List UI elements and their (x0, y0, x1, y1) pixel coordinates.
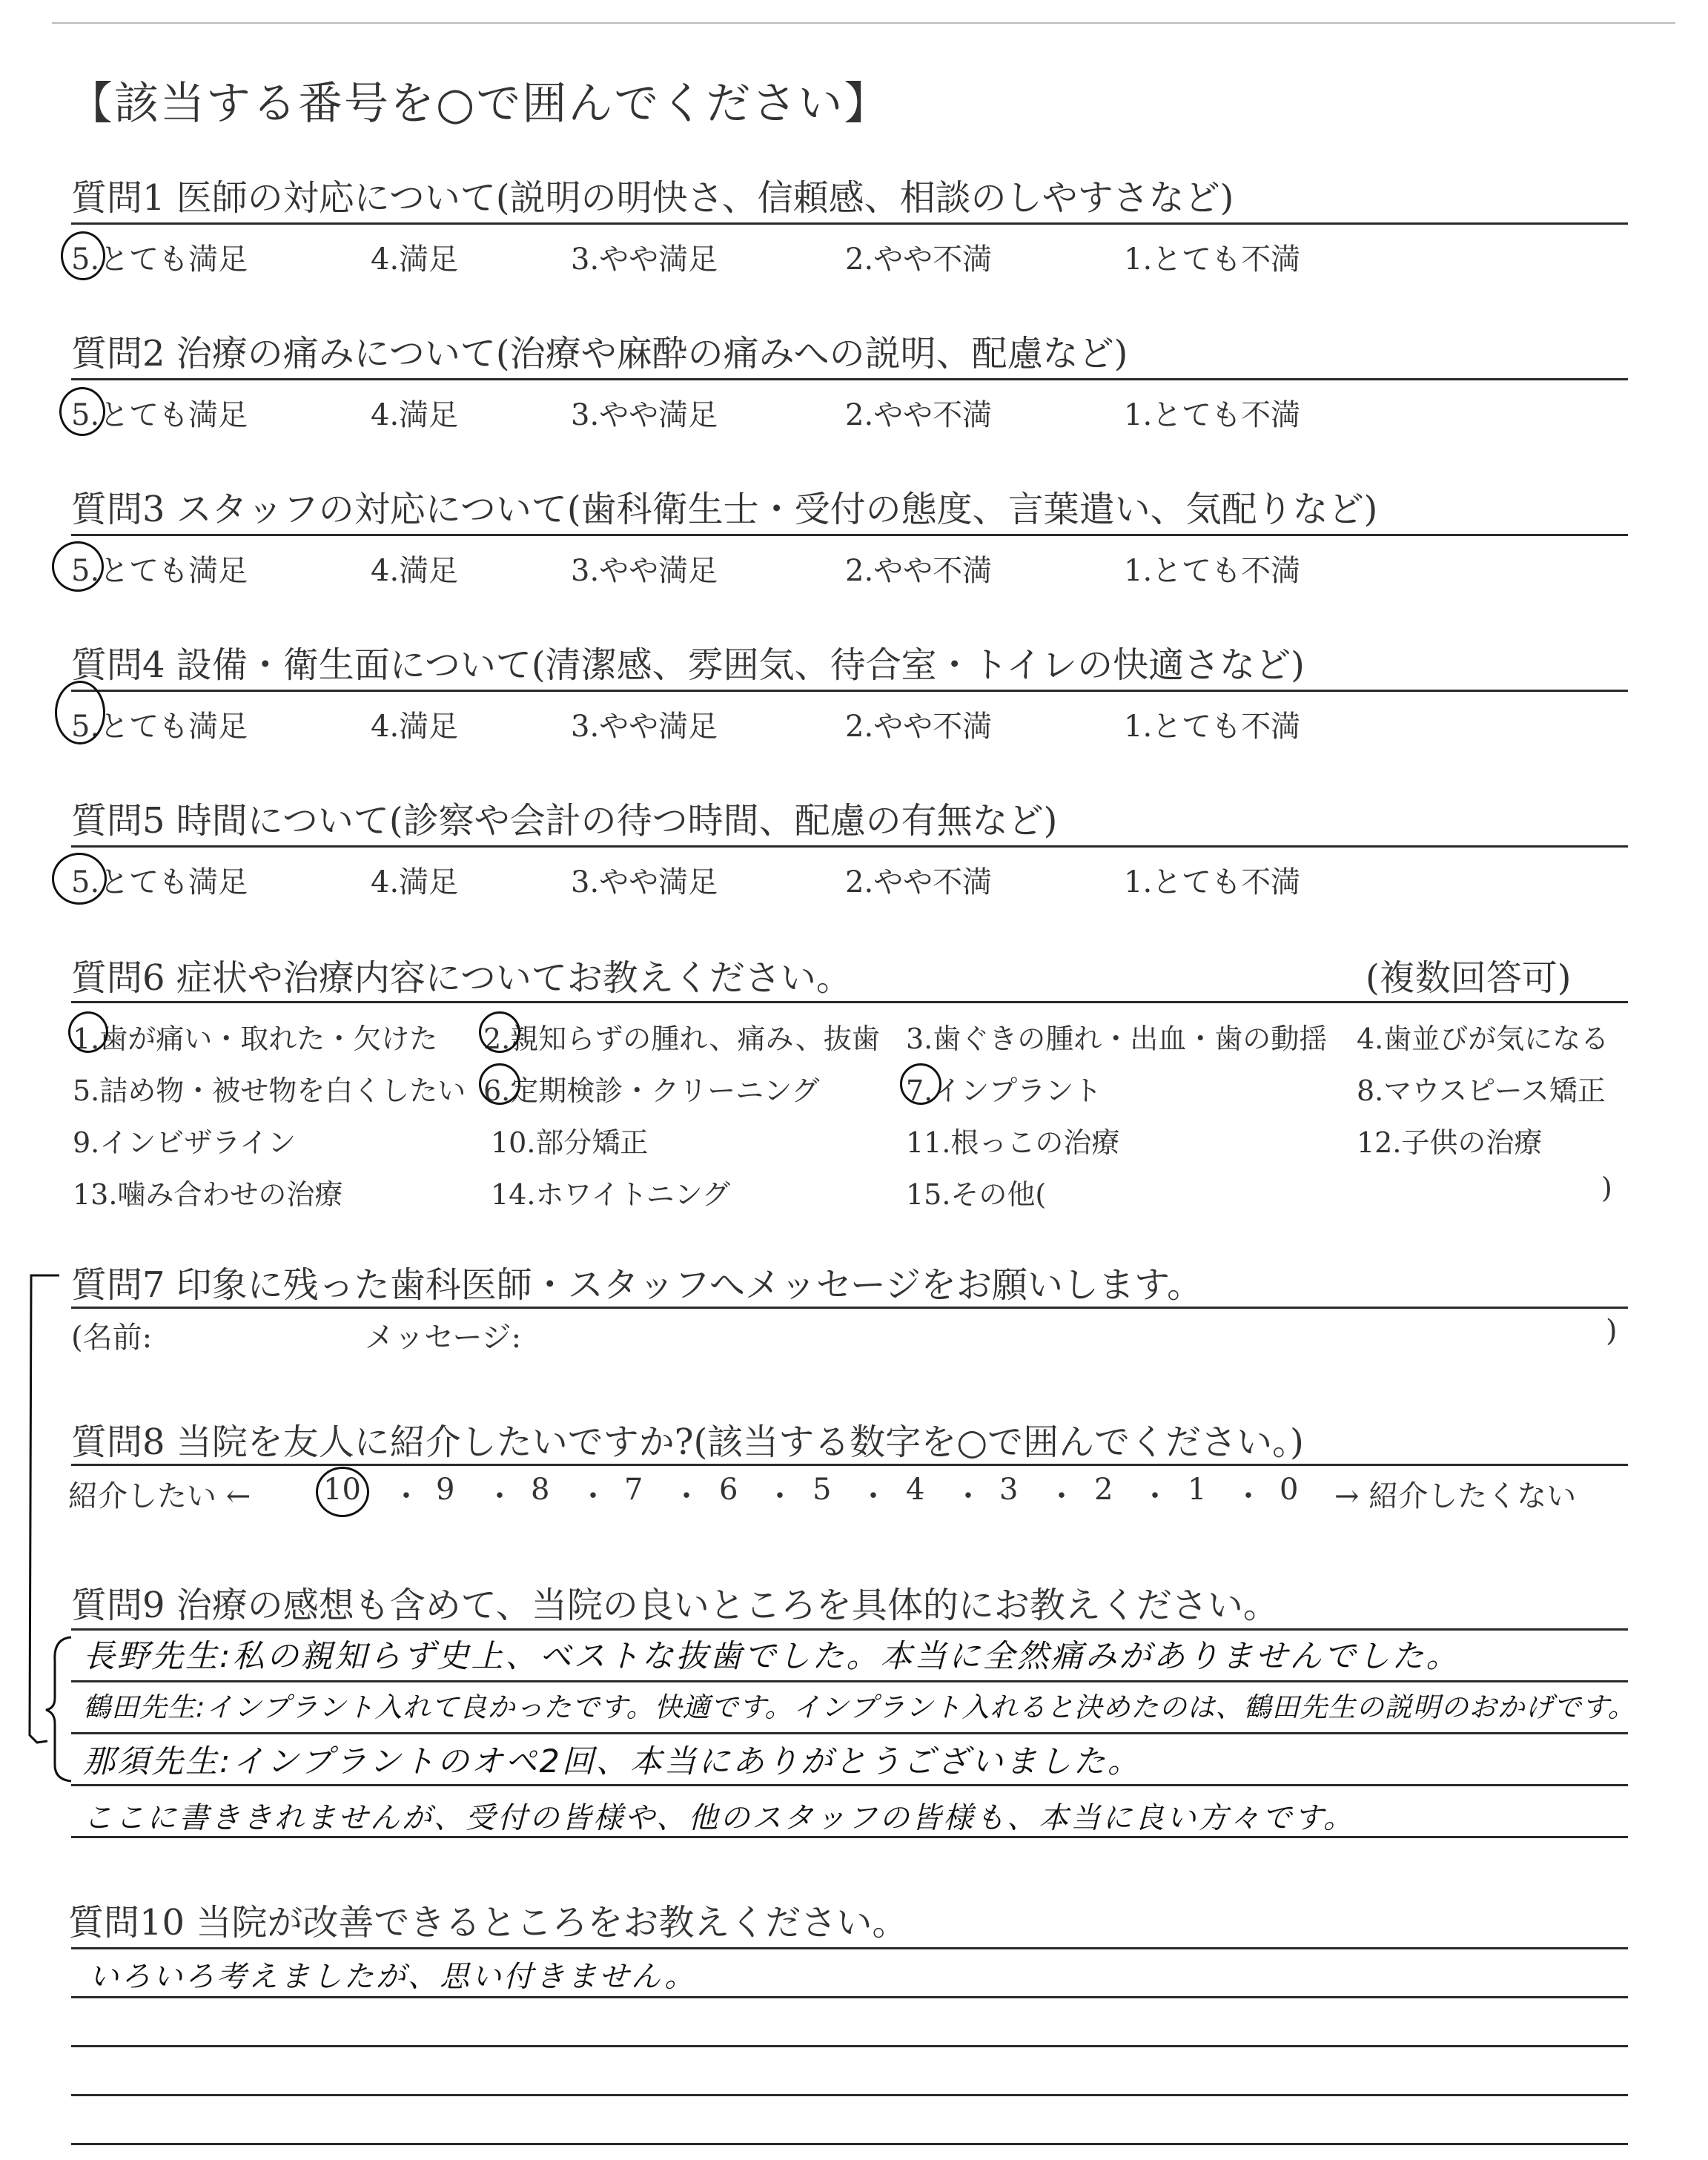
q6-option-4[interactable]: 4.歯並びが気になる (1357, 1023, 1609, 1055)
q10-rule-3 (71, 2045, 1628, 2047)
q8-scale-3[interactable]: 3 (999, 1473, 1019, 1507)
q9-answer-line-3: 那須先生:インプラントのオペ2回、本当にありがとうございました。 (83, 1743, 1142, 1780)
q6-circle-7 (900, 1063, 941, 1105)
q8-dot: ・ (578, 1479, 608, 1513)
q8-dot: ・ (1234, 1479, 1263, 1513)
q9-rule-2 (71, 1680, 1628, 1682)
q2-option-5[interactable]: 5.とても満足 (71, 398, 248, 432)
q1-option-5[interactable]: 5.とても満足 (71, 242, 248, 277)
q3-label: 質問3 スタッフの対応について(歯科衛生士・受付の態度、言葉遣い、気配りなど) (71, 489, 1378, 530)
q5-option-5[interactable]: 5.とても満足 (71, 865, 248, 899)
q8-label: 質問8 当院を友人に紹介したいですか?(該当する数字を○で囲んでください。) (71, 1421, 1304, 1463)
q6-option-13[interactable]: 13.噛み合わせの治療 (73, 1178, 343, 1211)
q2-rule (71, 378, 1628, 380)
q5-option-2[interactable]: 2.やや不満 (845, 865, 993, 899)
q3-option-5[interactable]: 5.とても満足 (71, 554, 248, 588)
q10-rule-4 (71, 2094, 1628, 2096)
q9-answer-line-2: 鶴田先生:インプラント入れて良かったです。快適です。インプラント入れると決めたのは、鶴田先生の説明のおかげです。 (83, 1691, 1636, 1723)
q8-left-label: 紹介したい ← (68, 1479, 251, 1513)
q1-option-2[interactable]: 2.やや不満 (845, 242, 993, 277)
q5-label: 質問5 時間について(診察や会計の待つ時間、配慮の有無など) (71, 800, 1058, 842)
q7-label: 質問7 印象に残った歯科医師・スタッフへメッセージをお願いします。 (71, 1264, 1203, 1306)
q10-rule-2 (71, 1996, 1628, 1998)
q6-option-14[interactable]: 14.ホワイトニング (491, 1178, 731, 1211)
scan-edge (52, 22, 1675, 24)
q10-label: 質問10 当院が改善できるところをお教えください。 (68, 1902, 908, 1943)
q3-option-2[interactable]: 2.やや不満 (845, 554, 993, 588)
q9-rule-4 (71, 1784, 1628, 1786)
q4-option-2[interactable]: 2.やや不満 (845, 710, 993, 744)
q8-scale-1[interactable]: 1 (1188, 1473, 1207, 1507)
q9-answer-brace (42, 1631, 86, 1787)
q6-option-9[interactable]: 9.インビザライン (73, 1126, 297, 1159)
q10-rule-5 (71, 2143, 1628, 2145)
q5-selection-circle (52, 853, 107, 905)
q9-rule-3 (71, 1732, 1628, 1734)
q7-message-label: メッセージ: (365, 1321, 522, 1355)
q7-close: ) (1606, 1314, 1618, 1348)
q8-rule (71, 1464, 1628, 1466)
q8-scale-8[interactable]: 8 (531, 1473, 550, 1507)
q4-selection-circle (55, 681, 105, 744)
q8-scale-2[interactable]: 2 (1094, 1473, 1113, 1507)
q8-scale-4[interactable]: 4 (906, 1473, 925, 1507)
q8-dot: ・ (391, 1479, 421, 1513)
q8-scale-10[interactable]: 10 (323, 1473, 361, 1507)
q9-answer-line-4: ここに書ききれませんが、受付の皆様や、他のスタッフの皆様も、本当に良い方々です。 (83, 1801, 1355, 1835)
q1-option-3[interactable]: 3.やや満足 (571, 242, 718, 277)
q4-rule (71, 690, 1628, 692)
q8-dot: ・ (765, 1479, 795, 1513)
q3-rule (71, 534, 1628, 536)
q8-scale-5[interactable]: 5 (812, 1473, 832, 1507)
q6-option-5[interactable]: 5.詰め物・被せ物を白くしたい (73, 1074, 466, 1107)
q1-label: 質問1 医師の対応について(説明の明快さ、信頼感、相談のしやすさなど) (71, 177, 1234, 219)
q1-option-1[interactable]: 1.とても不満 (1124, 242, 1301, 277)
q7-name-label: (名前: (71, 1321, 153, 1355)
q10-rule-1 (71, 1947, 1628, 1949)
q8-scale-0[interactable]: 0 (1280, 1473, 1299, 1507)
q2-selection-circle (59, 387, 105, 436)
q8-dot: ・ (1140, 1479, 1170, 1513)
q3-selection-circle (52, 541, 104, 592)
q6-option-15[interactable]: 15.その他( (906, 1178, 1047, 1211)
q8-dot: ・ (485, 1479, 514, 1513)
q4-option-4[interactable]: 4.満足 (371, 710, 459, 744)
q7-rule (71, 1307, 1628, 1309)
q2-option-3[interactable]: 3.やや満足 (571, 398, 718, 432)
q5-option-1[interactable]: 1.とても不満 (1124, 865, 1301, 899)
q9-rule-1 (71, 1628, 1628, 1631)
q3-option-4[interactable]: 4.満足 (371, 554, 459, 588)
q1-rule (71, 222, 1628, 225)
q4-option-5[interactable]: 5.とても満足 (71, 710, 248, 744)
q6-circle-6 (479, 1063, 520, 1105)
q4-label: 質問4 設備・衛生面について(清潔感、雰囲気、待合室・トイレの快適さなど) (71, 644, 1305, 686)
q1-selection-circle (61, 231, 105, 280)
q5-option-4[interactable]: 4.満足 (371, 865, 459, 899)
q6-option-11[interactable]: 11.根っこの治療 (906, 1126, 1120, 1159)
q5-option-3[interactable]: 3.やや満足 (571, 865, 718, 899)
q6-label: 質問6 症状や治療内容についてお教えください。 (71, 957, 852, 999)
q6-option-6[interactable]: 6.定期検診・クリーニング (483, 1074, 820, 1107)
q6-note: (複数回答可) (1366, 957, 1572, 999)
q6-rule (71, 1001, 1628, 1003)
page-title: 【該当する番号を○で囲んでください】 (68, 78, 890, 130)
q10-answer-line-1: いろいろ考えましたが、思い付きません。 (89, 1960, 697, 1994)
q2-option-1[interactable]: 1.とても不満 (1124, 398, 1301, 432)
q8-scale-6[interactable]: 6 (719, 1473, 738, 1507)
q6-circle-2 (479, 1011, 520, 1053)
q8-dot: ・ (1047, 1479, 1076, 1513)
q9-answer-line-1: 長野先生:私の親知らず史上、ベストな抜歯でした。本当に全然痛みがありませんでした。 (83, 1638, 1460, 1675)
q8-scale-7[interactable]: 7 (624, 1473, 643, 1507)
q3-option-1[interactable]: 1.とても不満 (1124, 554, 1301, 588)
q6-option-1[interactable]: 1.歯が痛い・取れた・欠けた (73, 1023, 438, 1055)
q6-option-8[interactable]: 8.マウスピース矯正 (1357, 1074, 1606, 1107)
q5-rule (71, 845, 1628, 848)
q6-option-15-close: ) (1601, 1172, 1612, 1204)
q6-option-10[interactable]: 10.部分矯正 (491, 1126, 649, 1159)
q8-dot: ・ (858, 1479, 888, 1513)
q4-option-3[interactable]: 3.やや満足 (571, 710, 718, 744)
q9-label: 質問9 治療の感想も含めて、当院の良いところを具体的にお教えください。 (71, 1585, 1279, 1626)
q8-dot: ・ (953, 1479, 983, 1513)
q8-dot: ・ (672, 1479, 701, 1513)
q6-option-7[interactable]: 7.インプラント (906, 1074, 1102, 1107)
q4-option-1[interactable]: 1.とても不満 (1124, 710, 1301, 744)
q2-option-2[interactable]: 2.やや不満 (845, 398, 993, 432)
q6-option-3[interactable]: 3.歯ぐきの腫れ・出血・歯の動揺 (906, 1023, 1328, 1055)
q2-label: 質問2 治療の痛みについて(治療や麻酔の痛みへの説明、配慮など) (71, 333, 1128, 374)
q6-option-12[interactable]: 12.子供の治療 (1357, 1126, 1543, 1159)
q3-option-3[interactable]: 3.やや満足 (571, 554, 718, 588)
q6-circle-1 (68, 1011, 108, 1053)
q2-option-4[interactable]: 4.満足 (371, 398, 459, 432)
q8-selection-circle (316, 1467, 369, 1517)
q6-option-2[interactable]: 2.親知らずの腫れ、痛み、抜歯 (483, 1023, 880, 1055)
q1-option-4[interactable]: 4.満足 (371, 242, 459, 277)
q8-scale-9[interactable]: 9 (436, 1473, 455, 1507)
q8-right-label: → 紹介したくない (1334, 1479, 1577, 1513)
